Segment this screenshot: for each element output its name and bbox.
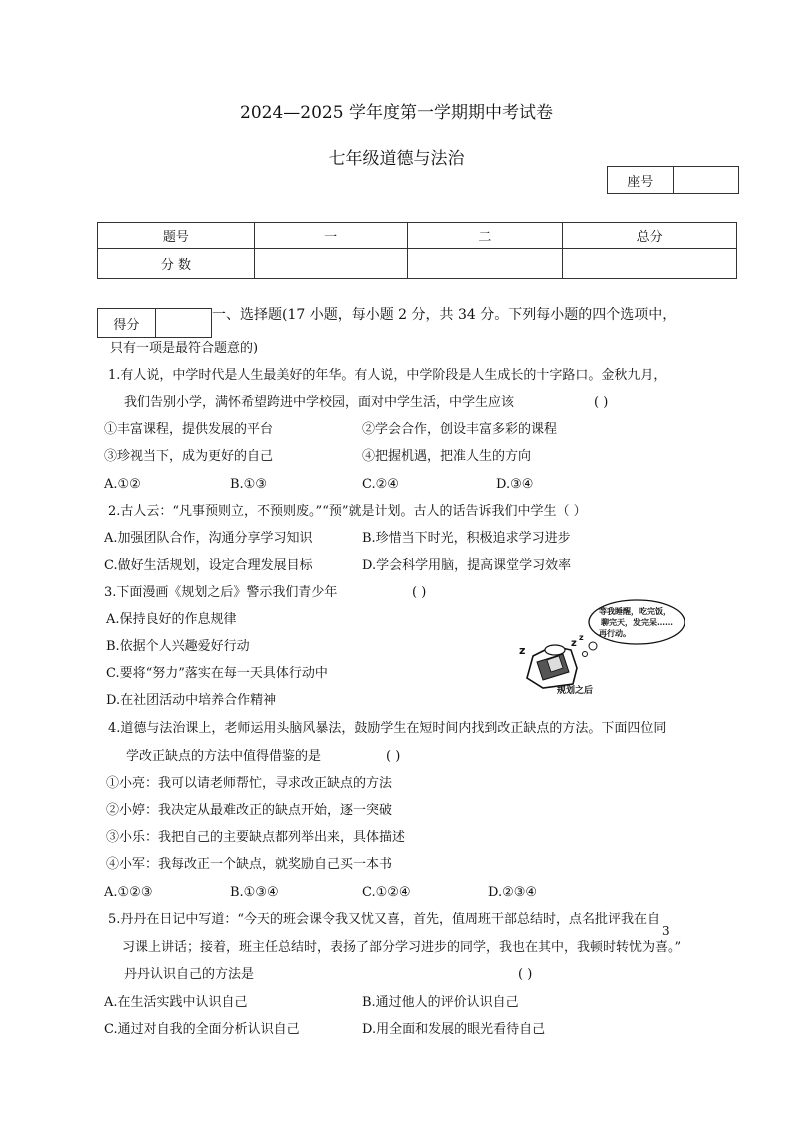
q5-option-a[interactable]: A.在生活实践中认识自己 [104,995,248,1010]
q3-stem: 3.下面漫画《规划之后》警示我们青少年 [104,585,338,600]
q1-option-a[interactable]: A.①② [104,477,141,492]
q5-stem: 5.丹丹在日记中写道：“今天的班会课令我又忧又喜，首先，值周班干部总结时，点名批评我在自 [108,912,661,927]
q1-statement-1: ①丰富课程，提供发展的平台 [104,422,274,437]
q3-cartoon [513,598,685,698]
q1-answer-paren[interactable]: ( ) [594,395,609,410]
q4-answer-paren[interactable]: ( ) [386,749,401,764]
q1-statement-3: ③珍视当下，成为更好的自己 [104,449,274,464]
section1-heading-cont: 只有一项是最符合题意的) [110,341,259,356]
cartoon-bubble-line3: 再行动。 [599,628,631,638]
section1-score-label: 得分 [98,309,156,338]
q2-option-c[interactable]: C.做好生活规划，设定合理发展目标 [104,558,313,573]
exam-subject: 七年级道德与法治 [328,149,465,169]
score-header-total: 总分 [563,223,737,249]
q1-option-d[interactable]: D.③④ [496,477,534,492]
score-cell-total[interactable] [563,249,737,279]
q2-option-b[interactable]: B.珍惜当下时光，积极追求学习进步 [362,531,571,546]
score-header-item: 题号 [98,223,255,249]
q3-option-c[interactable]: C.要将“努力”落实在每一天具体行动中 [106,666,328,681]
svg-text:z: z [519,644,526,657]
q4-stem: 4.道德与法治课上，老师运用头脑风暴法，鼓励学生在短时间内找到改正缺点的方法。下面四位同 [108,721,667,736]
q2-stem: 2.古人云：“凡事预则立，不预则废。”“预”就是计划。古人的话告诉我们中学生（ ） [108,504,587,519]
q1-stem-cont: 我们告别小学，满怀希望跨进中学校园，面对中学生活，中学生应该 [124,395,515,410]
q4-statement-1: ①小亮：我可以请老师帮忙，寻求改正缺点的方法 [106,776,393,791]
page-number: 3 [662,924,670,938]
q5-option-b[interactable]: B.通过他人的评价认识自己 [362,995,519,1010]
svg-text:z: z [571,638,577,649]
q1-stem: 1.有人说，中学时代是人生最美好的年华。有人说，中学阶段是人生成长的十字路口。金秋九月， [108,368,667,383]
score-table [97,222,737,279]
q4-option-a[interactable]: A.①②③ [104,885,153,900]
q5-answer-paren[interactable]: ( ) [518,967,533,982]
q4-option-b[interactable]: B.①③④ [230,885,279,900]
cartoon-caption: 规划之后 [557,686,594,696]
cartoon-bubble-line2: 聊完天，发完呆…… [601,617,673,627]
q5-stem-cont-2: 丹丹认识自己的方法是 [124,967,255,982]
q1-statement-2: ②学会合作，创设丰富多彩的课程 [362,422,558,437]
q3-option-d[interactable]: D.在社团活动中培养合作精神 [106,693,277,708]
q3-option-b[interactable]: B.依据个人兴趣爱好行动 [106,639,250,654]
score-header-part2: 二 [407,223,563,249]
section1-heading: 一、选择题(17 小题，每小题 2 分，共 34 分。下列每小题的四个选项中， [212,307,677,323]
score-cell-part2[interactable] [407,249,563,279]
q2-option-a[interactable]: A.加强团队合作，沟通分享学习知识 [104,531,313,546]
q4-option-d[interactable]: D.②③④ [488,885,538,900]
q2-option-d[interactable]: D.学会科学用脑，提高课堂学习效率 [362,558,572,573]
q3-answer-paren[interactable]: ( ) [412,585,427,600]
section1-score-box [97,308,212,338]
q1-statement-4: ④把握机遇，把准人生的方向 [362,449,532,464]
q5-stem-cont: 习课上讲话；接着，班主任总结时，表扬了部分学习进步的同学，我也在其中，我顿时转忧为喜。” [122,940,682,955]
exam-title: 2024—2025 学年度第一学期期中考试卷 [240,103,553,123]
score-row-label: 分 数 [98,249,255,279]
section1-score-value[interactable] [155,309,211,338]
q5-option-d[interactable]: D.用全面和发展的眼光看待自己 [362,1022,546,1037]
q4-statement-3: ③小乐：我把自己的主要缺点都列举出来，具体描述 [106,830,406,845]
seat-number-box [607,166,739,194]
score-header-part1: 一 [254,223,407,249]
q3-option-a[interactable]: A.保持良好的作息规律 [106,612,237,627]
q4-option-c[interactable]: C.①②④ [362,885,411,900]
seat-value[interactable] [673,167,738,194]
q1-option-b[interactable]: B.①③ [230,477,267,492]
q4-statement-2: ②小婷：我决定从最难改正的缺点开始，逐一突破 [106,803,393,818]
score-cell-part1[interactable] [254,249,407,279]
q4-stem-cont: 学改正缺点的方法中值得借鉴的是 [126,749,322,764]
q1-option-c[interactable]: C.②④ [362,477,399,492]
seat-label: 座号 [608,167,674,194]
q4-statement-4: ④小军：我每改正一个缺点，就奖励自己买一本书 [106,857,393,872]
q5-option-c[interactable]: C.通过对自我的全面分析认识自己 [104,1022,300,1037]
svg-text:z: z [579,633,584,642]
cartoon-bubble-line1: 等我睡醒，吃完饭， [599,606,671,616]
